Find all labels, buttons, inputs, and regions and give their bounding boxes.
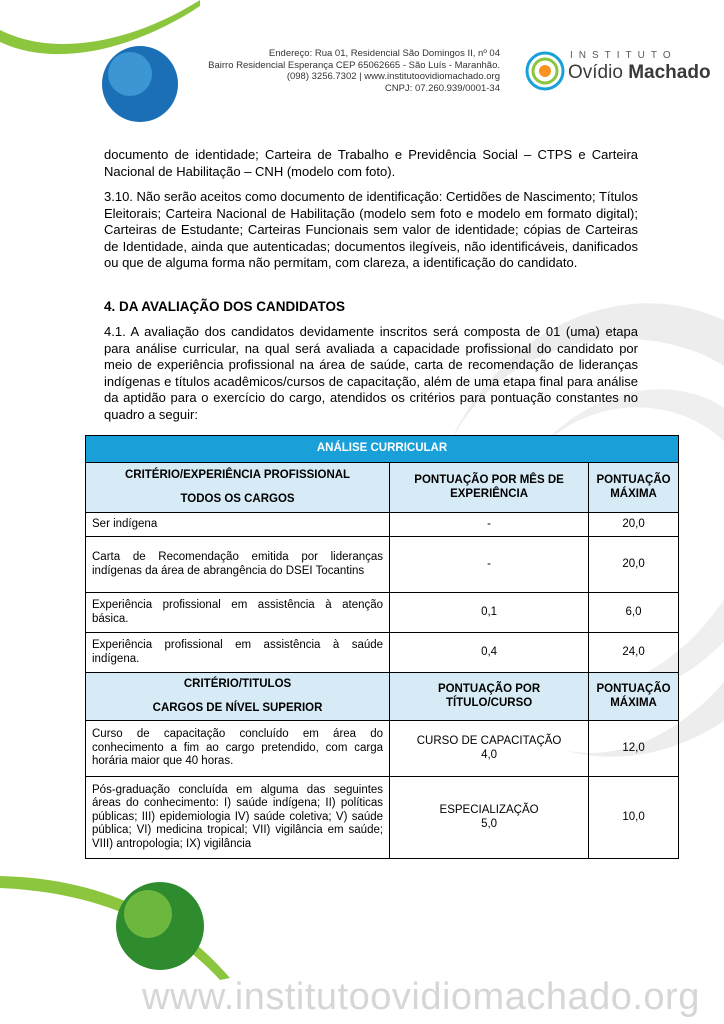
table-title: ANÁLISE CURRICULAR: [86, 436, 679, 463]
paragraph-3-10: 3.10. Não serão aceitos como documento de identificação: Certidões de Nascimento; Títulos Eleitorais; Carteira Nacional de Habilitação (modelo sem foto e modelo em formato digital); Carteiras de Estudante; Carteiras Funcionais sem valor de identidade; cópias de Carteiras de Identidade, ainda que autenticadas; documentos ilegíveis, não identificáveis, danificados ou que de alguma forma não permitam, com clareza, a identificação do candidato.: [104, 189, 638, 270]
paragraph-4-1: 4.1. A avaliação dos candidatos devidamente inscritos será composta de 01 (uma) etapa para análise curricular, na qual será avaliada a capacidade profissional do candidato por meio de experiência profissional na área de saúde, carta de recomendação de lideranças indígenas e títulos acadêmicos/cursos de capacitação, além de uma etapa final para análise da aptidão para o exercício do cargo, atendidos os critérios para pontuação constantes no quadro a seguir:: [104, 324, 638, 422]
points-cell: [390, 777, 589, 859]
max-cell: 12,0: [589, 721, 679, 777]
paragraph-continuation: documento de identidade; Carteira de Trabalho e Previdência Social – CTPS e Carteira Nacional de Habilitação – CNH (modelo com foto).: [104, 147, 638, 179]
points-value: 4,0: [481, 748, 498, 761]
footer-swoosh-graphic: [0, 868, 300, 988]
table-row: [86, 777, 679, 859]
logo-small-text: INSTITUTO: [570, 50, 677, 61]
criterion-cell: Pós-graduação concluída em alguma das seguintes áreas do conhecimento: I) saúde indígena; II) políticas públicas; III) epidemiologia IV) saúde coletiva; V) saúde pública; VI) medicina tropical; VII) vigilância em saúde; VIII) antropologia; IX) vigilância: [86, 777, 390, 859]
max-cell: 10,0: [589, 777, 679, 859]
points-cell: 0,4: [390, 633, 589, 673]
address-line: Endereço: Rua 01, Residencial São Domingos II, nº 04: [268, 48, 500, 59]
logo-name-regular: Ovídio: [568, 62, 623, 83]
curricular-analysis-table: [85, 435, 679, 859]
address-line: (098) 3256.7302 | www.institutoovidiomachado.org: [286, 71, 500, 82]
table-header-row: [86, 673, 679, 721]
footer-website-url: www.institutoovidiomachado.org: [142, 976, 700, 1018]
criterion-cell: Ser indígena: [86, 513, 390, 537]
max-cell: 20,0: [589, 513, 679, 537]
max-cell: 20,0: [589, 537, 679, 593]
header-criterion: [86, 673, 390, 721]
header-points: PONTUAÇÃO POR TÍTULO/CURSO: [390, 673, 589, 721]
points-cell: -: [390, 537, 589, 593]
header-swoosh-graphic: [0, 0, 200, 130]
points-label: CURSO DE CAPACITAÇÃO: [416, 735, 562, 747]
logo-name-bold: Machado: [628, 62, 711, 83]
criterion-cell: Experiência profissional em assistência à atenção básica.: [86, 593, 390, 633]
header-max: PONTUAÇÃO MÁXIMA: [589, 673, 679, 721]
logo-name: [568, 62, 711, 84]
criterion-cell: Carta de Recomendação emitida por lideranças indígenas da área de abrangência do DSEI Tocantins: [86, 537, 390, 593]
section-heading: 4. DA AVALIAÇÃO DOS CANDIDATOS: [104, 299, 346, 314]
table-row: [86, 537, 679, 593]
institute-logo: [524, 46, 710, 96]
header-points: PONTUAÇÃO POR MÊS DE EXPERIÊNCIA: [390, 463, 589, 513]
header-max: PONTUAÇÃO MÁXIMA: [589, 463, 679, 513]
header-address: [208, 48, 500, 94]
header-criterion-subtitle: TODOS OS CARGOS: [180, 492, 295, 505]
max-cell: 24,0: [589, 633, 679, 673]
table-row: [86, 513, 679, 537]
table-row: [86, 593, 679, 633]
points-value: 5,0: [481, 817, 498, 830]
header-criterion-title: CRITÉRIO/TITULOS: [183, 678, 292, 690]
address-line: Bairro Residencial Esperança CEP 65062665 - São Luís - Maranhão.: [208, 59, 500, 71]
header-criterion-subtitle: CARGOS DE NÍVEL SUPERIOR: [152, 701, 323, 714]
table-row: [86, 721, 679, 777]
points-cell: -: [390, 513, 589, 537]
header-criterion: [86, 463, 390, 513]
points-cell: 0,1: [390, 593, 589, 633]
criterion-cell: Experiência profissional em assistência à saúde indígena.: [86, 633, 390, 673]
criterion-cell: Curso de capacitação concluído em área do conhecimento a fim ao cargo pretendido, com carga horária maior que 40 horas.: [86, 721, 390, 777]
max-cell: 6,0: [589, 593, 679, 633]
table-row: [86, 633, 679, 673]
table-header-row: [86, 463, 679, 513]
points-label: ESPECIALIZAÇÃO: [439, 804, 539, 816]
header-criterion-title: CRITÉRIO/EXPERIÊNCIA PROFISSIONAL: [124, 469, 351, 481]
address-line: CNPJ: 07.260.939/0001-34: [384, 82, 500, 94]
table-title-row: [86, 436, 679, 463]
points-cell: [390, 721, 589, 777]
concentric-circles-logo-icon: [524, 50, 566, 92]
